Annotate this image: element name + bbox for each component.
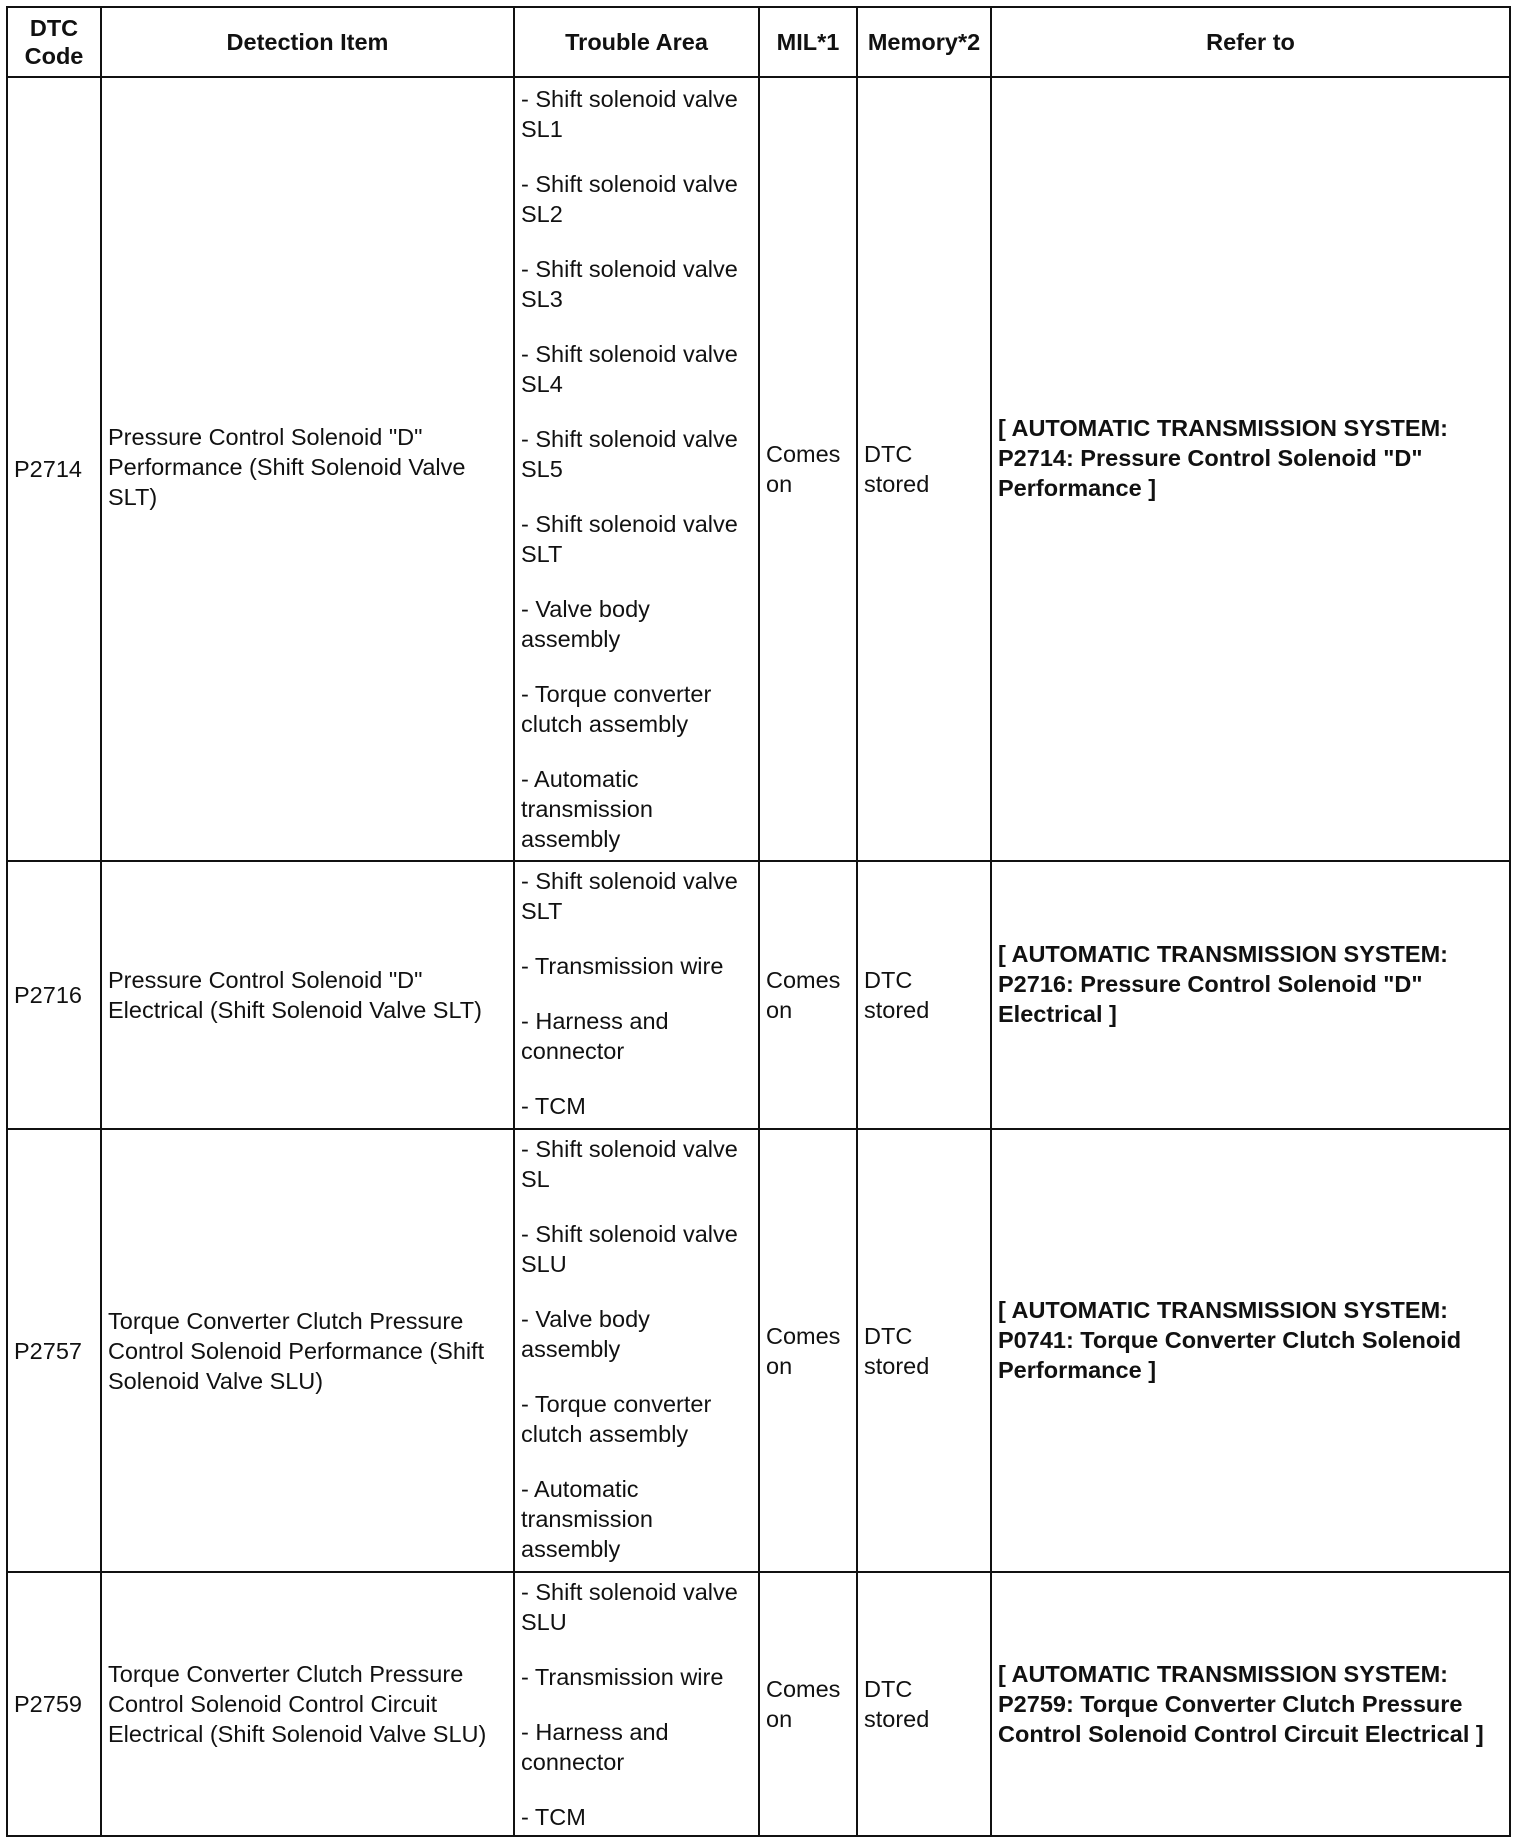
trouble-item: - Transmission wire xyxy=(521,953,724,979)
trouble-item: - Transmission wire xyxy=(521,1664,724,1690)
header-memory: Memory*2 xyxy=(857,7,991,77)
dtc-code: P2757 xyxy=(7,1129,101,1572)
trouble-area-list xyxy=(521,866,752,1121)
dtc-table xyxy=(6,6,1511,1837)
detection-item: Torque Converter Clutch Pressure Control Solenoid Performance (Shift Solenoid Valve SLU) xyxy=(101,1129,514,1572)
table-row xyxy=(7,77,1510,861)
dtc-code: P2716 xyxy=(7,861,101,1129)
refer-to-link[interactable] xyxy=(991,1129,1510,1572)
detection-item: Torque Converter Clutch Pressure Control Solenoid Control Circuit Electrical (Shift Solenoid Valve SLU) xyxy=(101,1572,514,1836)
detection-item: Pressure Control Solenoid "D" Performance (Shift Solenoid Valve SLT) xyxy=(101,77,514,861)
dtc-code: P2714 xyxy=(7,77,101,861)
refer-to-text[interactable]: [ AUTOMATIC TRANSMISSION SYSTEM: P2716: Pressure Control Solenoid "D" Electrical ] xyxy=(998,941,1448,1027)
trouble-item: - Valve body assembly xyxy=(521,596,650,652)
header-dtc-code: DTC Code xyxy=(7,7,101,77)
trouble-item: - Shift solenoid valve SL1 xyxy=(521,86,738,142)
trouble-item: - Shift solenoid valve SLU xyxy=(521,1579,738,1635)
trouble-area xyxy=(514,1572,759,1836)
header-mil: MIL*1 xyxy=(759,7,857,77)
trouble-item: - Shift solenoid valve SL5 xyxy=(521,426,738,482)
table-row xyxy=(7,1129,1510,1572)
trouble-item: - Automatic transmission assembly xyxy=(521,1476,653,1562)
mil-status: Comes on xyxy=(759,1129,857,1572)
trouble-item: - Torque converter clutch assembly xyxy=(521,1391,712,1447)
memory-status: DTC stored xyxy=(857,77,991,861)
header-detection-item: Detection Item xyxy=(101,7,514,77)
refer-to-text[interactable]: [ AUTOMATIC TRANSMISSION SYSTEM: P2714: Pressure Control Solenoid "D" Performance ] xyxy=(998,415,1448,501)
trouble-item: - TCM xyxy=(521,1804,586,1830)
refer-to-link[interactable] xyxy=(991,77,1510,861)
trouble-item: - Shift solenoid valve SLT xyxy=(521,511,738,567)
mil-status: Comes on xyxy=(759,861,857,1129)
trouble-item: - Shift solenoid valve SL4 xyxy=(521,341,738,397)
refer-to-link[interactable] xyxy=(991,1572,1510,1836)
detection-item: Pressure Control Solenoid "D" Electrical (Shift Solenoid Valve SLT) xyxy=(101,861,514,1129)
trouble-area xyxy=(514,861,759,1129)
trouble-item: - TCM xyxy=(521,1093,586,1119)
trouble-item: - Valve body assembly xyxy=(521,1306,650,1362)
trouble-item: - Shift solenoid valve SL3 xyxy=(521,256,738,312)
table-row xyxy=(7,1572,1510,1836)
dtc-code: P2759 xyxy=(7,1572,101,1836)
trouble-area-list xyxy=(521,1134,752,1564)
trouble-area xyxy=(514,1129,759,1572)
refer-to-text[interactable]: [ AUTOMATIC TRANSMISSION SYSTEM: P2759: Torque Converter Clutch Pressure Control Solenoid Control Circuit Electrical ] xyxy=(998,1661,1484,1747)
trouble-area-list xyxy=(521,1577,752,1832)
header-trouble-area: Trouble Area xyxy=(514,7,759,77)
memory-status: DTC stored xyxy=(857,861,991,1129)
memory-status: DTC stored xyxy=(857,1129,991,1572)
trouble-item: - Harness and connector xyxy=(521,1719,669,1775)
trouble-item: - Automatic transmission assembly xyxy=(521,766,653,852)
header-row xyxy=(7,7,1510,77)
trouble-item: - Harness and connector xyxy=(521,1008,669,1064)
trouble-item: - Shift solenoid valve SLU xyxy=(521,1221,738,1277)
memory-status: DTC stored xyxy=(857,1572,991,1836)
trouble-area xyxy=(514,77,759,861)
trouble-item: - Shift solenoid valve SLT xyxy=(521,868,738,924)
refer-to-text[interactable]: [ AUTOMATIC TRANSMISSION SYSTEM: P0741: Torque Converter Clutch Solenoid Performance ] xyxy=(998,1296,1462,1383)
trouble-area-list xyxy=(521,84,752,854)
refer-to-link[interactable] xyxy=(991,861,1510,1129)
mil-status: Comes on xyxy=(759,77,857,861)
trouble-item: - Shift solenoid valve SL2 xyxy=(521,171,738,227)
trouble-item: - Torque converter clutch assembly xyxy=(521,681,712,737)
trouble-item: - Shift solenoid valve SL xyxy=(521,1136,738,1192)
mil-status: Comes on xyxy=(759,1572,857,1836)
table-row xyxy=(7,861,1510,1129)
header-refer-to: Refer to xyxy=(991,7,1510,77)
